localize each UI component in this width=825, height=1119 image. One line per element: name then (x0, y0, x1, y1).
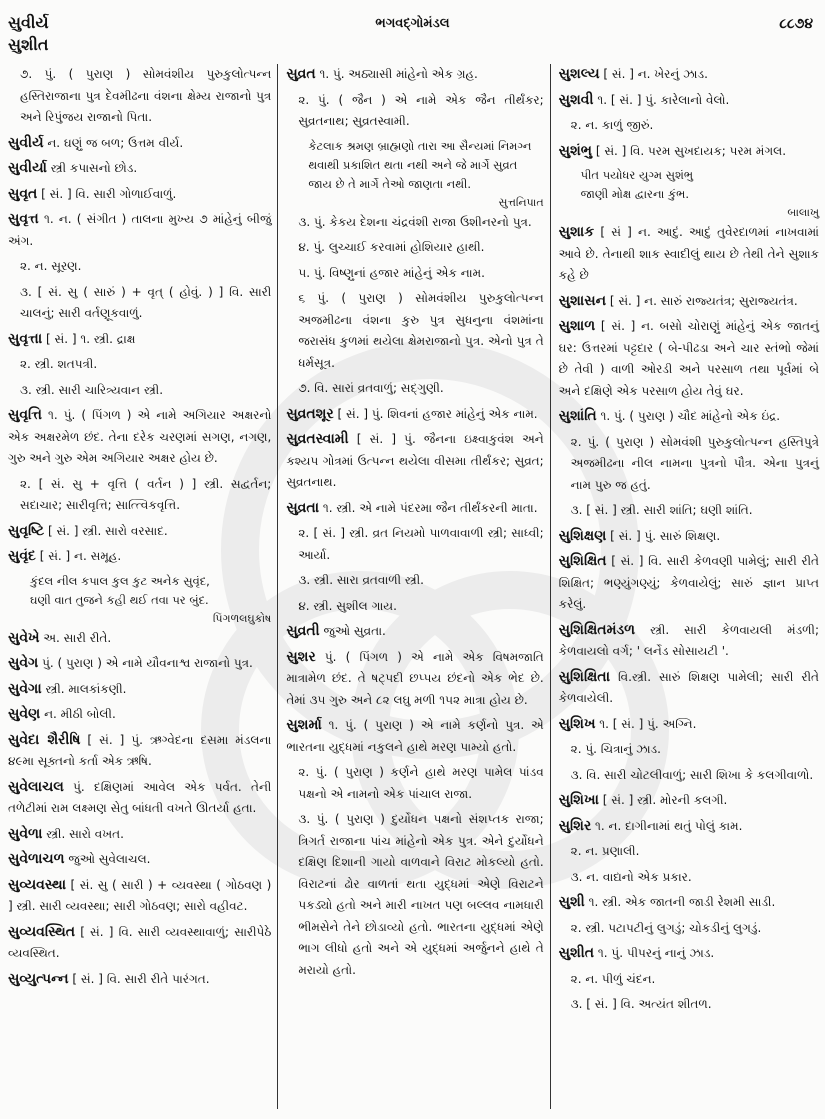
quotation: પીત પયોધર યુગ્મ સુશંભુ (580, 168, 694, 182)
definition: જુઓ સુવ્રતા. (319, 624, 386, 638)
sense-definition: ૩. [ સં. સુ ( સારું ) + વૃત્ ( હોવું. ) ] વિ. સારી ચાલનું; સારી વર્તણૂકવાળું. (20, 284, 272, 320)
headword: સુવ્રતા (286, 499, 320, 516)
running-title: ભગવદ્ગોમંડલ (375, 16, 450, 31)
headword: સુવૃત્ત (8, 211, 39, 227)
dictionary-entry (8, 653, 271, 675)
definition: વિ.સ્ત્રી. સારું શિક્ષણ પામેલી; સારી રીતે કેળવાયેલી. (558, 669, 819, 705)
page-header (0, 0, 825, 62)
sense-definition: ૩. પું. કેકય દેશના ચંદ્રવંશી રાજા ઉશીનરનો પુત્ર. (298, 214, 532, 229)
dictionary-entry (559, 526, 819, 548)
headword: સુવેણ (8, 706, 41, 722)
dictionary-entry (559, 714, 819, 736)
definition: ૧. પું. ( પુરાણ ) એ નામે કર્ણનો પુત્ર. એ ભારતના યુદ્ધમાં નકુલને હાથે મરણ પામ્યો હતો. (286, 718, 544, 754)
sense-definition: ૪. પું. લુચ્ચાઈ કરવામાં હોશિયાર હાથી. (298, 240, 485, 254)
headword: સુશિખા (558, 792, 599, 808)
dictionary-entry (8, 628, 271, 650)
headword: સુવ્રત (286, 66, 316, 82)
headword: સુવ્રતી (286, 623, 320, 639)
sense-definition: ૩. સ્ત્રી. સારી ચારિત્ર્યવાન સ્ત્રી. (20, 382, 164, 397)
definition: પું. દક્ષિણમાં આવેલ એક પર્વત. તેની તળેટીમાં રામ લક્ષ્મણ સેતુ બાંધતી વખતે ઊતર્યા હતા. (8, 779, 272, 815)
headword: સુશર્મા (286, 717, 322, 733)
headword: સુવ્યુત્પન્ન (8, 970, 69, 987)
definition: ૧. ન. ( સંગીત ) તાલના મુખ્ય ૭ માંહેનું બીજું અંગ. (8, 212, 272, 248)
headword: સુવેગ (8, 655, 39, 671)
headword: સુવેળા (8, 825, 43, 842)
headword: સુશાળ (558, 318, 596, 334)
sense-definition: ૬ પું. ( પુરાણ ) સોમવંશીય પુરુકુલોત્પન્ન અજમીઢના વંશના કુરુ પુત્ર સુધનુના વંશમાંના જરાસંધ કુળમાં થયેલા ક્ષેમરાજાનો પુત્ર. એનો પુત્ર તે ધર્મસૂત્ર. (298, 291, 544, 370)
dictionary-entry (286, 647, 543, 712)
sense-definition: ૩. વિ. સારી ચોટલીવાળું; સારી શિખા કે કલગીવાળો. (570, 767, 814, 782)
sense-definition: ૨. ન. પ્રણાલી. (570, 844, 640, 858)
definition: [ સં. ] પું. સારું શિક્ષણ. (606, 528, 721, 543)
dictionary-entry (8, 679, 271, 701)
definition: [ સં. ] પું. ઋગ્વેદના દસમા મંડલના ૪૯મા સૂક્તનો કર્તા એક ઋષિ. (8, 732, 272, 768)
dictionary-entry (559, 406, 819, 428)
dictionary-entry (8, 824, 271, 846)
headword: સુવેગા (8, 680, 42, 697)
definition: ૧. ન. દાગીનામાં થતું પોલું કામ. (591, 818, 743, 833)
definition: સ્ત્રી. માલકાંકણી. (41, 681, 127, 696)
sense-definition: ૨. ન. પીળું ચંદન. (570, 971, 656, 986)
definition: પું. ( પિંગળ ) એ નામે એક વિષમજાતિ માત્રામેળ છંદ. તે ષટ્પદી છપ્પય છંદનો એક ભેદ છે. તેમાં ૩૫ ગુરુ અને ૮૨ લઘુ મળી ૧૫૨ માત્રા હોય છે. (286, 649, 544, 707)
sense-definition: ૭. પું. ( પુરાણ ) સોમવંશીય પુરુકુલોત્પન્ન હસ્તિરાજાના પુત્ર દેવમીઢના વંશના ક્ષેમ્ય રાજાનો પુત્ર અને રિપુંજય રાજાનો પિતા. (20, 67, 272, 124)
dictionary-entry (8, 777, 271, 820)
citation-source: સુત્તનિપાત (498, 195, 544, 209)
dictionary-entry (559, 943, 819, 965)
headword: સુવૃત્તિ (8, 407, 42, 423)
dictionary-entry (8, 969, 271, 991)
headword: સુશવી (558, 91, 594, 108)
headword: સુવ્રતસ્વામી (286, 431, 349, 447)
headword: સુવ્યવસ્થા (8, 876, 67, 893)
headword: સુશિક્ષિતમંડળ (558, 621, 636, 638)
dictionary-entry (559, 816, 819, 838)
headword: સુવેખે (8, 629, 40, 646)
citation-source: પિંગળલઘુકોષ (212, 611, 272, 625)
dictionary-entry (559, 222, 819, 287)
definition: જુઓ સુવેલાચલ. (64, 852, 151, 866)
definition: ૧. પું. અઠ્યાસી માંહેનો એક ગ્રહ. (315, 67, 478, 81)
sense-definition: ૨. પું. ( પુરાણ ) કર્ણને હાથે મરણ પામેલ પાંડવ પક્ષનો એ નામનો એક પાંચાલ રાજા. (298, 765, 544, 801)
headword: સુવ્રતશૂર (286, 405, 334, 422)
definition: [ સં. ] સ્ત્રી. મોરની કલગી. (598, 793, 728, 807)
quotation: કુંદલ નીલ કપાલ કુલ કુટ અનેક સુવૃંદ, (30, 573, 210, 588)
headword: સુશંભુ (558, 142, 593, 159)
headword: સુશિર (558, 817, 592, 834)
dictionary-entry (559, 892, 819, 914)
dictionary-entry (8, 922, 271, 965)
dictionary-entry (8, 184, 271, 206)
headword: સુશાસન (558, 292, 607, 309)
dictionary-entry (559, 90, 819, 112)
dictionary-entry (286, 621, 543, 643)
sense-definition: ૨. સ્ત્રી. પટાપટીનું લુગડું; ચોકડીનું લુગડું. (570, 920, 762, 935)
column-2 (278, 64, 549, 1114)
dictionary-columns (0, 64, 825, 1114)
dictionary-entry (8, 730, 271, 773)
page-number: ૮૮૭૪ (779, 16, 813, 32)
guide-word-last: સુશીત (8, 35, 49, 54)
definition: [ સં. ] વિ. સારી વ્યવસ્થાવાળું; સારીપેઠે વ્યવસ્થિત. (8, 924, 272, 960)
dictionary-entry (559, 620, 819, 663)
column-1 (0, 64, 277, 1114)
definition: [ સં. ] ન. ખેરનું ઝાડ. (599, 67, 708, 81)
definition: [ સં. ] પું. જૈનના ઇક્ષ્વાકુવંશ અને કશ્યપ ગોત્રમાં ઉત્પન્ન થયેલા વીસમા તીર્થંકર; સુવ્રત; સુવ્રતનાથ. (286, 432, 544, 489)
headword: સુશી (558, 894, 585, 910)
dictionary-entry (8, 875, 271, 918)
definition: સ્ત્રી. સારો વખત. (42, 826, 124, 841)
definition: [ સં. સુ ( સારી ) + વ્યવસ્થા ( ગોઠવણ ) ] સ્ત્રી. સારી વ્યવસ્થા; સારી ગોઠવણ; સારો વહીવટ. (8, 877, 272, 913)
dictionary-entry (559, 790, 819, 812)
dictionary-entry (286, 429, 543, 494)
definition: [ સં. ] ૧. સ્ત્રી. દ્રાક્ષ (42, 331, 136, 346)
headword: સુવેદા શૈરીષિ (8, 731, 81, 748)
headword: સુશિક્ષિતા (558, 668, 611, 685)
definition: ન. મીઠી બોલી. (40, 707, 116, 721)
definition: [ સં ] ન. આદું. આદું તુવેરદાળમાં નાખવામાં આવે છે. તેનાથી શાક સ્વાદીલું થાય છે તેથી તેને સુશાક કહે છે (558, 225, 819, 282)
sense-definition: ૨. પું. ચિત્રાનું ઝાડ. (570, 742, 661, 756)
sense-definition: ૩. ન. વાદ્યનો એક પ્રકાર. (570, 869, 692, 884)
definition: [ સં. ] ન. સમૂહ. (35, 549, 122, 563)
headword: સુશિક્ષિત (558, 553, 607, 569)
sense-definition: ૫. પું. વિષ્ણુનાં હજાર માંહેનું એક નામ. (298, 265, 485, 280)
dictionary-entry (286, 715, 543, 758)
dictionary-entry (559, 316, 819, 402)
definition: [ સં. ] વિ. પરમ સુખદાયક; પરમ મંગલ. (592, 143, 787, 158)
sense-definition: ૩. [ સં. ] વિ. અત્યંત શીતળ. (570, 997, 712, 1011)
definition: [ સં. ] વિ. સારી કેળવણી પામેલું; સારી રીતે શિક્ષિત; ભણ્યુંગણ્યું; કેળવાયેલું; સારું જ્ઞાન પ્રાપ્ત કરેલું. (558, 554, 819, 611)
sense-definition: ૪. સ્ત્રી. સુશીલ ગાય. (298, 598, 397, 613)
sense-definition: ૩. સ્ત્રી. સારા વ્રતવાળી સ્ત્રી. (298, 573, 424, 587)
headword: સુશીત (558, 945, 595, 961)
sense-definition: ૨. [ સં. સુ + વૃત્તિ ( વર્તન ) ] સ્ત્રી. સદ્વર્તન; સદાચાર; સારીવૃત્તિ; સાત્ત્વિકવૃત્તિ. (20, 476, 272, 512)
dictionary-entry (559, 64, 819, 86)
dictionary-entry (8, 133, 271, 155)
headword: સુવૃત્તા (8, 330, 43, 347)
dictionary-entry (559, 291, 819, 313)
quotation: કેટલાક શ્રમણ બ્રાહ્મણો તારા આ સૈન્યમાં નિમગ્ન થવાથી પ્રકાશિત થતા નથી અને જે માર્ગે સુવ્રત જાય છે તે માર્ગે તેઓ જાણતા નથી. (308, 138, 532, 191)
definition: પું. ( પુરાણ ) એ નામે યૌવનાશ્વ રાજાનો પુત્ર. (38, 656, 253, 670)
dictionary-entry (286, 404, 543, 426)
dictionary-entry (8, 329, 271, 351)
definition: ૧. [ સં. ] પું. અગ્નિ. (595, 716, 697, 731)
guide-word-first: સુવીર્ય (8, 13, 49, 32)
column-3 (551, 64, 825, 1114)
dictionary-entry (286, 64, 543, 86)
quotation: જાણી મોક્ષ દ્વારના કુંભ. (580, 187, 689, 201)
headword: સુશર (286, 648, 316, 665)
sense-definition: ૨. ન. કાળું જીરું. (570, 118, 654, 132)
definition: ૧. [ સં. ] પું. કારેલાનો વેલો. (593, 92, 730, 107)
headword: સુશિક્ષણ (558, 527, 607, 544)
definition: [ સં. ] વિ. સારી ગોળાઈવાળું. (37, 186, 177, 201)
dictionary-entry (8, 546, 271, 568)
dictionary-entry (8, 849, 271, 871)
sense-definition: ૨. પું. ( પુરાણ ) સોમવંશી પુરુકુલોત્પન્ન હસ્તિપુત્રે અજમીઢના નીલ નામના પુત્રનો પૌત્ર. એના પુત્રનું નામ પુરુ જ હતું. (570, 434, 819, 492)
dictionary-entry (8, 158, 271, 180)
definition: સ્ત્રી કપાસનો છોડ. (46, 161, 138, 175)
definition: [ સં. ] ન. સારું રાજ્યતંત્ર; સુરાજ્યતંત્ર. (606, 293, 798, 308)
definition: [ સં. ] વિ. સારી રીતે પારંગત. (68, 971, 210, 986)
definition: ૧. પું. ( પુરાણ ) ચૌદ માંહેનો એક ઇંદ્ર. (596, 409, 781, 423)
definition: [ સં. ] ન. બસો ચોરાણું માંહેનું એક જાતનું ઘર: ઉત્તરમાં પટ્ટદાર ( બે-પીઢડા અને ચાર સ્તંભો જેમાં છે તેવી ) વાળી ઓરડી અને પરસાળ તથા પૂર્વમાં બે અને દક્ષિણે એક પરસાળ હોય તેવું ઘર. (558, 319, 819, 398)
headword: સુવ્યવસ્થિત (8, 923, 76, 940)
headword: સુવીર્યા (8, 160, 47, 176)
definition: સ્ત્રી. સારી કેળવાયલી મંડળી; કેળવાયલો વર્ગ; ' લર્નેડ સોસાયટી '. (558, 622, 819, 658)
sense-definition: ૨. [ સં. ] સ્ત્રી. વ્રત નિયમો પાળવાવાળી સ્ત્રી; સાધ્વી; આર્યા. (298, 526, 544, 562)
headword: સુવીર્ય (8, 134, 44, 151)
definition: ૧. સ્ત્રી. એક જાતની જાડી રેશમી સાડી. (584, 895, 776, 909)
headword: સુવૃત (8, 185, 38, 202)
headword: સુશાંતિ (558, 408, 597, 424)
quotation: ઘણી વાત તુજને કહી થઈ તવા પર બુંદ. (30, 592, 209, 607)
dictionary-entry (559, 551, 819, 616)
definition: ૧. પું. ( પિંગળ ) એ નામે અગિયાર અક્ષરનો એક અક્ષરમેળ છંદ. તેના દરેક ચરણમાં સગણ, નગણ, ગુરુ અને ગુરુ એમ અગિયાર અક્ષર હોય છે. (8, 408, 272, 465)
definition: [ સં. ] સ્ત્રી. સારો વરસાદ. (44, 523, 168, 538)
sense-definition: ૨. સ્ત્રી. શતપત્રી. (20, 357, 98, 371)
dictionary-entry (8, 405, 271, 470)
sense-definition: ૨. ન. સૂરણ. (20, 259, 82, 273)
headword: સુશાક (558, 224, 595, 240)
headword: સુશલ્ય (558, 66, 600, 82)
sense-definition: ૨. પું. ( જૈન ) એ નામે એક જૈન તીર્થંકર; સુવ્રતનાથ; સુવ્રતસ્વામી. (298, 92, 544, 128)
definition: ૧. પું. પીપરનું નાનું ઝાડ. (594, 946, 715, 960)
dictionary-entry (8, 521, 271, 543)
dictionary-entry (559, 141, 819, 163)
citation-source: બાલાખુ (787, 206, 819, 219)
dictionary-entry (559, 667, 819, 710)
definition: ૧. સ્ત્રી. એ નામે પંદરમા જૈન તીર્થંકરની માતા. (319, 500, 538, 515)
sense-definition: ૭. વિ. સારાં વ્રતવાળું; સદ્ગુણી. (298, 381, 444, 395)
dictionary-entry (286, 498, 543, 520)
headword: સુવૃષ્ટિ (8, 522, 45, 539)
definition: અ. સારી રીતે. (39, 630, 112, 645)
headword: સુશિખ (558, 715, 596, 732)
definition: [ સં. ] પું. શિવનાં હજાર માંહેનું એક નામ. (333, 406, 538, 421)
definition: ન. ઘણું જ બળ; ઉત્તમ વીર્ય. (43, 135, 184, 150)
dictionary-entry (8, 209, 271, 252)
sense-definition: ૩. [ સં. ] સ્ત્રી. સારી શાંતિ; ઘણી શાંતિ. (570, 503, 753, 517)
sense-definition: ૩. પું. ( પુરાણ ) દુર્યોધન પક્ષનો સંશપ્તક રાજા; ત્રિગર્ત રાજાના પાંચ માંહેનો એક પુત્ર. એને દુર્યોધને દક્ષિણ દિશાની ગાયો વાળવાને વિરાટ મોકલ્યો હતો. વિરાટનાં ઢોર વાળતાં થતા યુદ્ધમાં એણે વિરાટને પકડ્યો હતો અને મારી નાખત પણ બલ્લવ નામધારી ભીમસેને તેને છોડાવ્યો હતો. ભારતના યુદ્ધમાં એણે ભાગ લીધો હતો અને એ યુદ્ધમાં અર્જુનને હાથે તે મરાયો હતો. (298, 812, 544, 977)
headword: સુવૃંદ (8, 548, 36, 564)
headword: સુવેલાચલ (8, 778, 64, 795)
headword: સુવેળાચળ (8, 851, 65, 867)
dictionary-entry (8, 704, 271, 726)
